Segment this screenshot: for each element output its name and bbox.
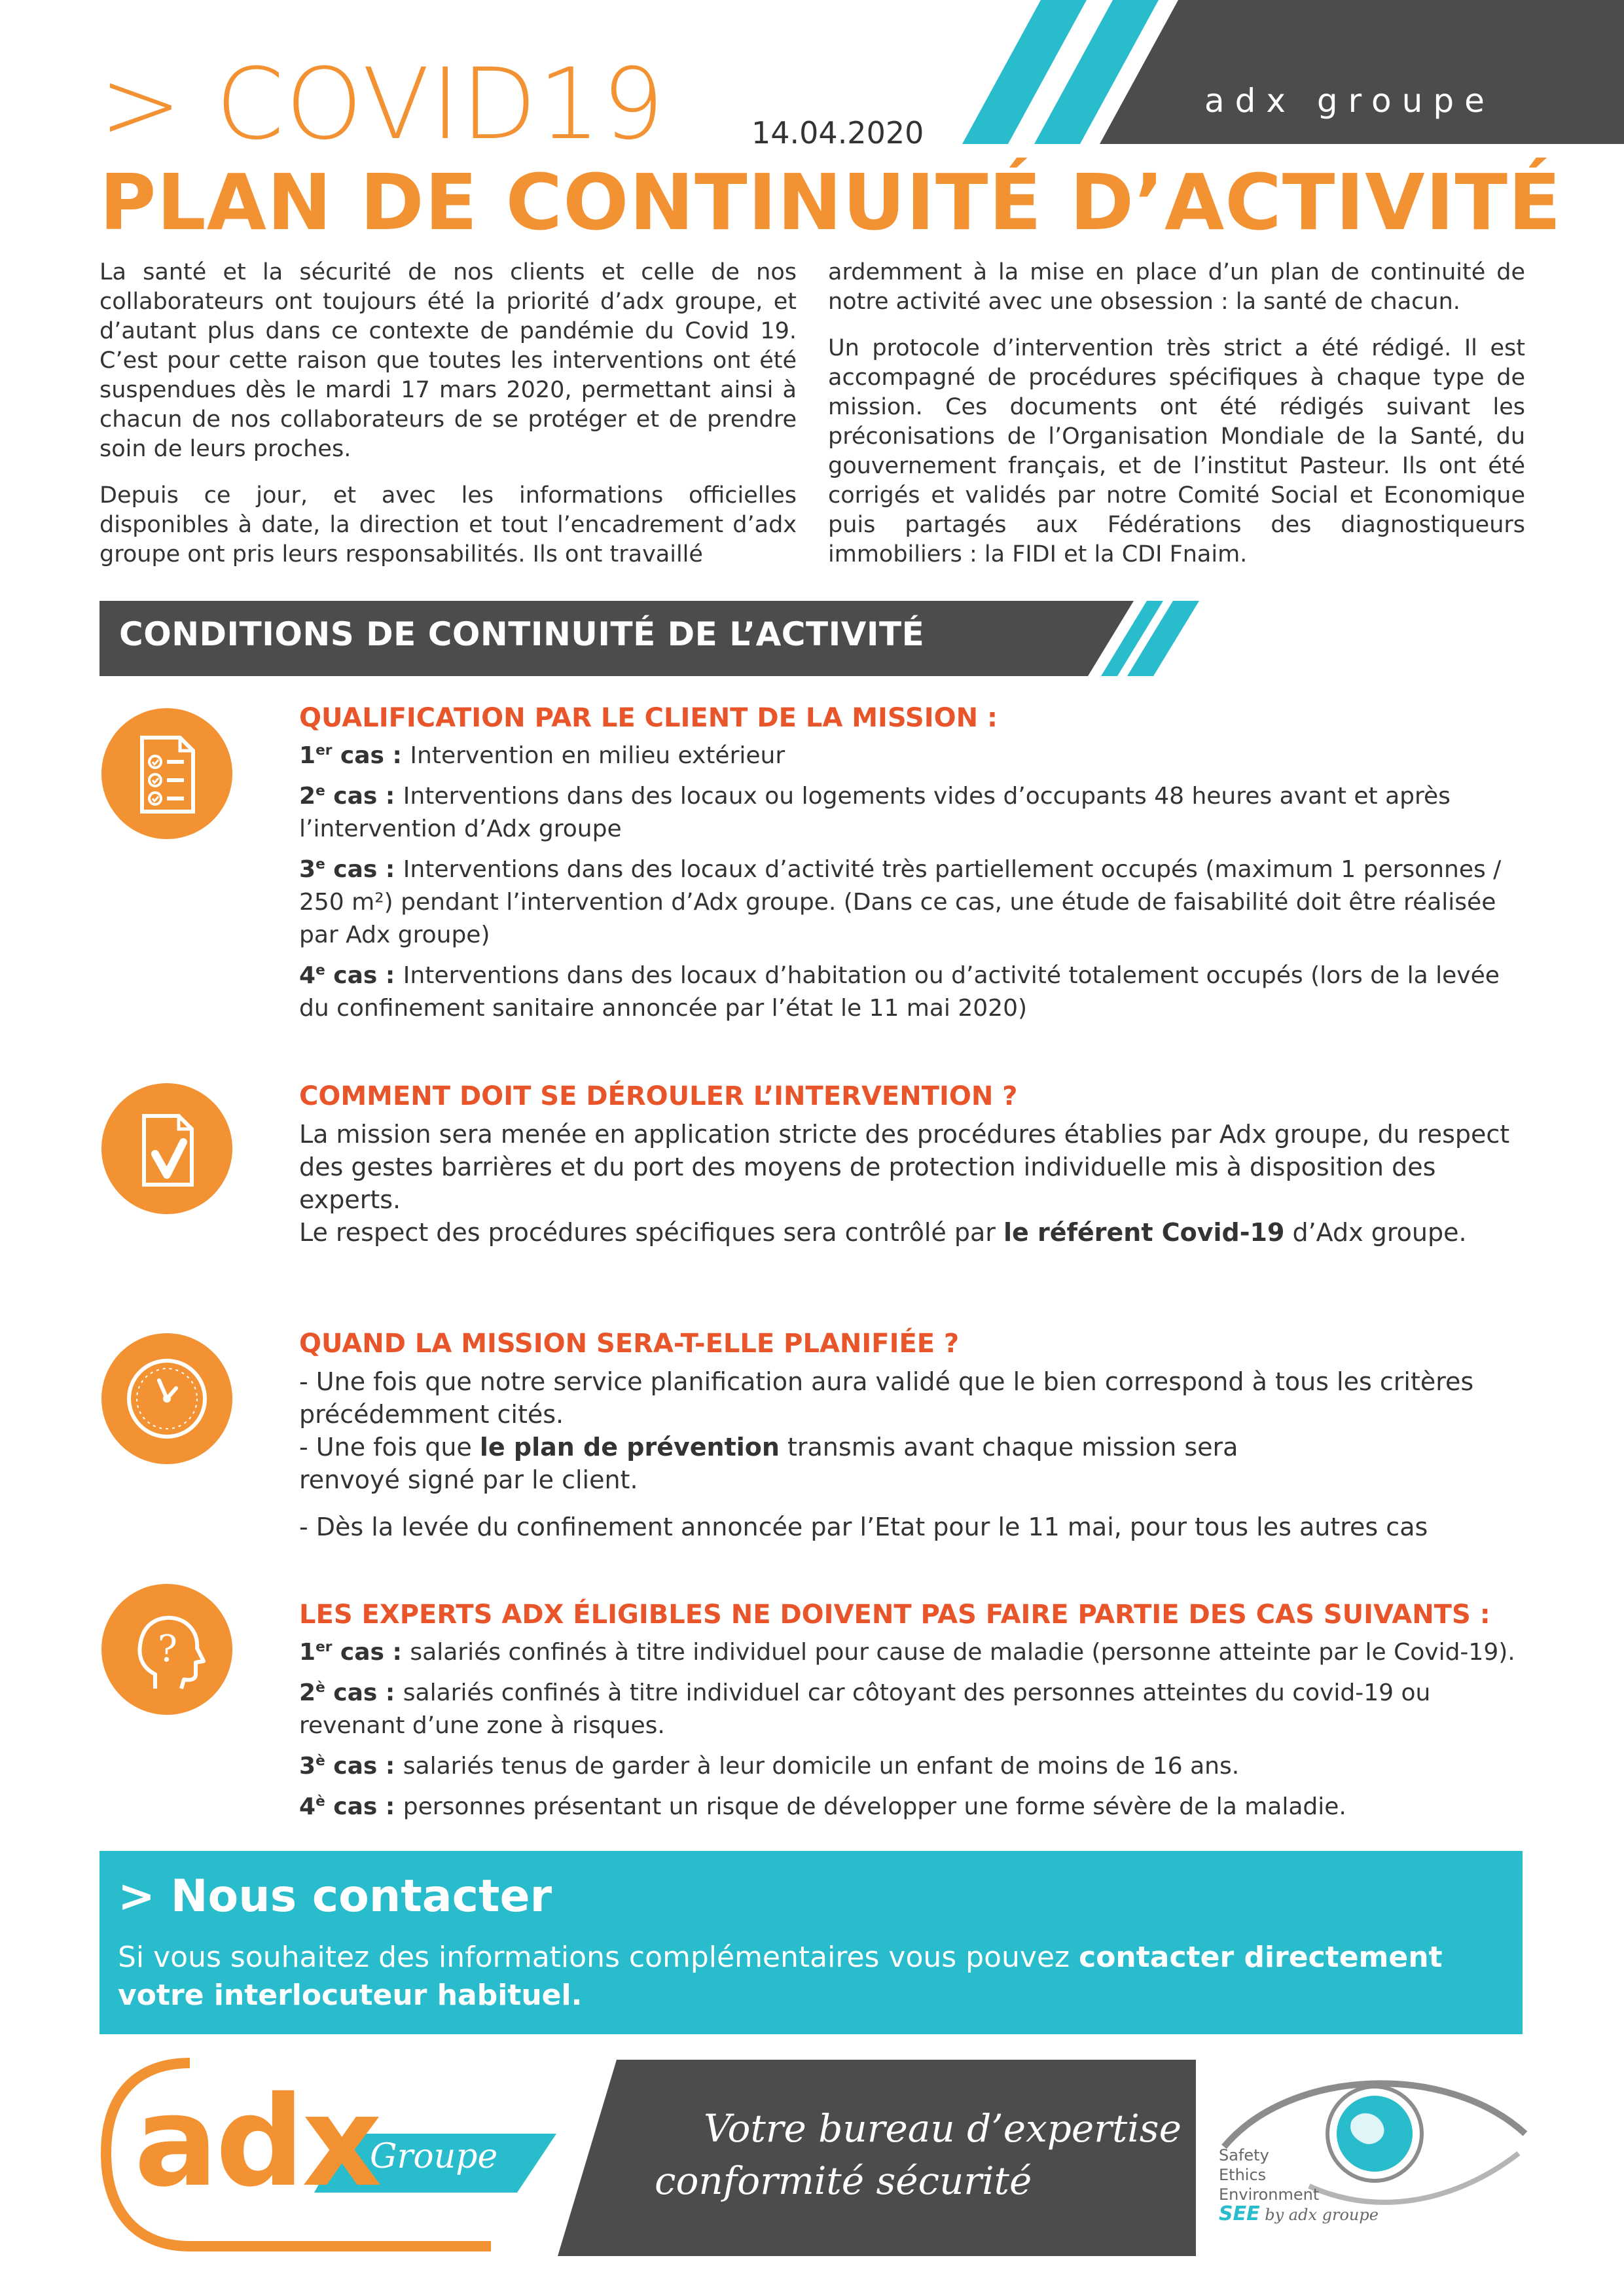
document-check-icon [101,1083,232,1214]
document-date: 14.04.2020 [751,115,924,151]
qualification-case: 4e cas : Interventions dans des locaux d’habitation ou d’activité totalement occupés (lors de la levée du confinement sanitaire annoncée par l’état le 11 mai 2020) [299,962,1500,1022]
qualification-case: 1er cas : Intervention en milieu extérieur [299,742,785,769]
section-title: CONDITIONS DE CONTINUITÉ DE L’ACTIVITÉ [119,615,925,653]
planification-title: QUAND LA MISSION SERA-T-ELLE PLANIFIÉE ? [299,1329,960,1359]
intervention-title: COMMENT DOIT SE DÉROULER L’INTERVENTION ? [299,1081,1018,1111]
clock-icon [101,1333,232,1464]
qualification-title: QUALIFICATION PAR LE CLIENT DE LA MISSION : [299,703,998,733]
adx-logo-text: adx [134,2070,380,2214]
experts-case: $2^è$ cas : salariés confinés à titre individuel car côtoyant des personnes atteintes du covid-19 ou revenant d’une zone à risques. [299,1679,1431,1739]
experts-case: 1er cas : salariés confinés à titre individuel pour cause de maladie (personne atteinte par le Covid-19). [299,1639,1515,1666]
brand-name: adx groupe [1204,82,1495,120]
qualification-case: 2e cas : Interventions dans des locaux ou logements vides d’occupants 48 heures avant et après l’intervention d’Adx groupe [299,783,1451,842]
head-question-icon [101,1584,232,1715]
intro-right-column [828,258,1525,586]
contact-text: Si vous souhaitez des informations complémentaires vous pouvez contacter directement votre interlocuteur habituel. [118,1941,1443,2012]
intro-paragraph: Depuis ce jour, et avec les informations officielles disponibles à date, la direction et tout l’encadrement d’adx groupe ont pris leurs responsabilités. Ils ont travaillé [99,482,797,567]
intro-paragraph: Un protocole d’intervention très strict a été rédigé. Il est accompagné de procédures spécifiques à chaque type de mission. Ces documents ont été rédigés suivant les préconisations de l’Organisation Mondiale de la Santé, du gouvernement français, et de l’institut Pasteur. Ils ont été corrigés et validés par notre Comité Social et Economique puis partagés aux Fédérations des diagnostiqueurs immobiliers : la FIDI et la CDI Fnaim. [828,335,1525,567]
qualification-block [299,703,1526,1033]
intro-paragraph: ardemment à la mise en place d’un plan de continuité de notre activité avec une obsession : la santé de chacun. [828,259,1525,315]
adx-logo-groupe: Groupe [370,2137,498,2176]
svg-text:?: ? [157,1628,178,1670]
tagline-line-1: Votre bureau d’expertise [704,2106,1182,2151]
planification-block [299,1329,1526,1543]
covid-heading: > COVID19 [99,48,666,162]
experts-title: LES EXPERTS ADX ÉLIGIBLES NE DOIVENT PAS FAIRE PARTIE DES CAS SUIVANTS : [299,1600,1490,1630]
tagline-line-2: conformité sécurité [655,2159,1032,2203]
intervention-text: La mission sera menée en application stricte des procédures établies par Adx groupe, du respect des gestes barrières et du port des moyens de protection individuelle mis à disposition des experts. Le respect des procédures spécifiques sera contrôlé par le référent Covid-19 d’Adx groupe. [299,1120,1510,1247]
experts-case: $4^è$ cas : personnes présentant un risque de développer une forme sévère de la maladie. [299,1793,1346,1820]
tagline-panel [558,2060,1196,2256]
intro-left-column [99,258,797,586]
contact-title: > Nous contacter [118,1871,552,1922]
experts-block [299,1600,1526,1831]
experts-case: $3^è$ cas : salariés tenus de garder à leur domicile un enfant de moins de 16 ans. [299,1753,1240,1780]
qualification-case: 3e cas : Interventions dans des locaux d’activité très partiellement occupés (maximum 1 personnes / 250 m²) pendant l’intervention d’Adx groupe. (Dans ce cas, une étude de faisabilité doit être réalisée par Adx groupe) [299,856,1502,948]
header-decoration [884,0,1624,144]
planification-text: - Une fois que notre service planification aura validé que le bien correspond à tous les critères précédemment cités. - Une fois que le plan de prévention transmis avant chaque mission sera renvoyé signé par le client. - Dès la levée du confinement annoncée par l’Etat pour le 11 mai, pour tous les autres cas [299,1367,1474,1541]
checklist-icon [101,708,232,839]
intervention-block [299,1081,1526,1249]
intro-paragraph: La santé et la sécurité de nos clients et celle de nos collaborateurs ont toujours été la priorité d’adx groupe, et d’autant plus dans ce contexte de pandémie du Covid 19. C’est pour cette raison que toutes les interventions ont été suspendues dès le mardi 17 mars 2020, permettant ainsi à chacun de nos collaborateurs de se protéger et de prendre soin de leurs proches. [99,259,797,462]
page-title: PLAN DE CONTINUITÉ D’ACTIVITÉ [99,157,1562,247]
see-logo-text: Safety Ethics Environment SEE by adx groupe [1219,2146,1379,2225]
